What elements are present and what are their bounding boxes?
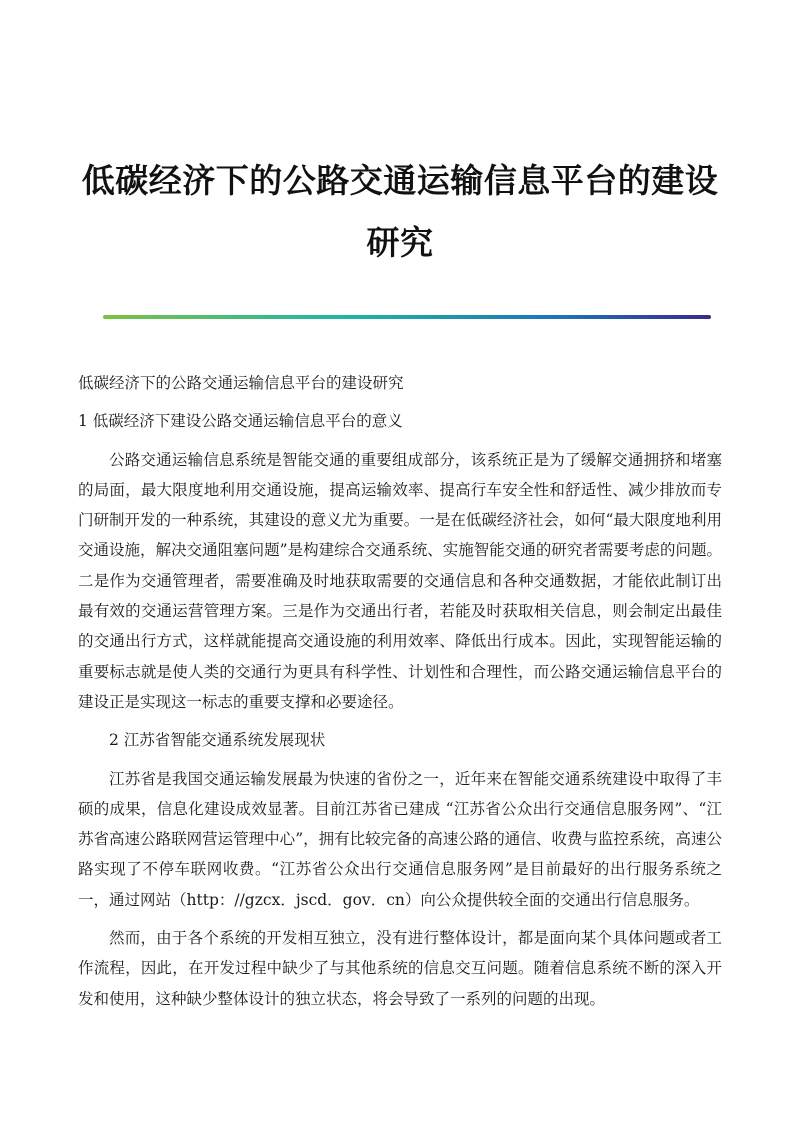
section-heading-2: 2 江苏省智能交通系统发展现状 bbox=[109, 731, 326, 750]
document-body bbox=[78, 368, 722, 1014]
section-2-paragraph-2: 然而，由于各个系统的开发相互独立，没有进行整体设计，都是面向某个具体问题或者工作流程，因此，在开发过程中缺少了与其他系统的信息交互问题。随着信息系统不断的深入开发和使用，这种缺少整体设计的独立状态，将会导致了一系列的问题的出现。 bbox=[78, 929, 722, 1008]
body-title: 低碳经济下的公路交通运输信息平台的建设研究 bbox=[78, 374, 404, 392]
section-1-paragraph-1: 公路交通运输信息系统是智能交通的重要组成部分，该系统正是为了缓解交通拥挤和堵塞的局面，最大限度地利用交通设施，提高运输效率、提高行车安全性和舒适性、减少排放而专门研制开发的一种系统，其建设的意义尤为重要。一是在低碳经济社会，如何“最大限度地利用交通设施，解决交通阻塞问题”是构建综合交通系统、实施智能交通的研究者需要考虑的问题。二是作为交通管理者，需要准确及时地获取需要的交通信息和各种交通数据，才能依此制订出最有效的交通运营管理方案。三是作为交通出行者，若能及时获取相关信息，则会制定出最佳的交通出行方式，这样就能提高交通设施的利用效率、降低出行成本。因此，实现智能运输的重要标志就是使人类的交通行为更具有科学性、计划性和合理性，而公路交通运输信息平台的建设正是实现这一标志的重要支撑和必要途径。 bbox=[78, 450, 722, 711]
section-2-paragraph-1: 江苏省是我国交通运输发展最为快速的省份之一，近年来在智能交通系统建设中取得了丰硕的成果，信息化建设成效显著。目前江苏省已建成 “江苏省公众出行交通信息服务网”、“江苏省高速公路联网营运管理中心”，拥有比较完备的高速公路的通信、收费与监控系统，高速公路实现了不停车联网收费。“江苏省公众出行交通信息服务网”是目前最好的出行服务系统之一，通过网站（http：//gzcx．jscd．gov．cn）向公众提供较全面的交通出行信息服务。 bbox=[78, 769, 722, 909]
title-divider bbox=[103, 315, 711, 319]
document-title: 低碳经济下的公路交通运输信息平台的建设研究 bbox=[81, 161, 719, 262]
section-heading-1: 1 低碳经济下建设公路交通运输信息平台的意义 bbox=[78, 412, 403, 431]
